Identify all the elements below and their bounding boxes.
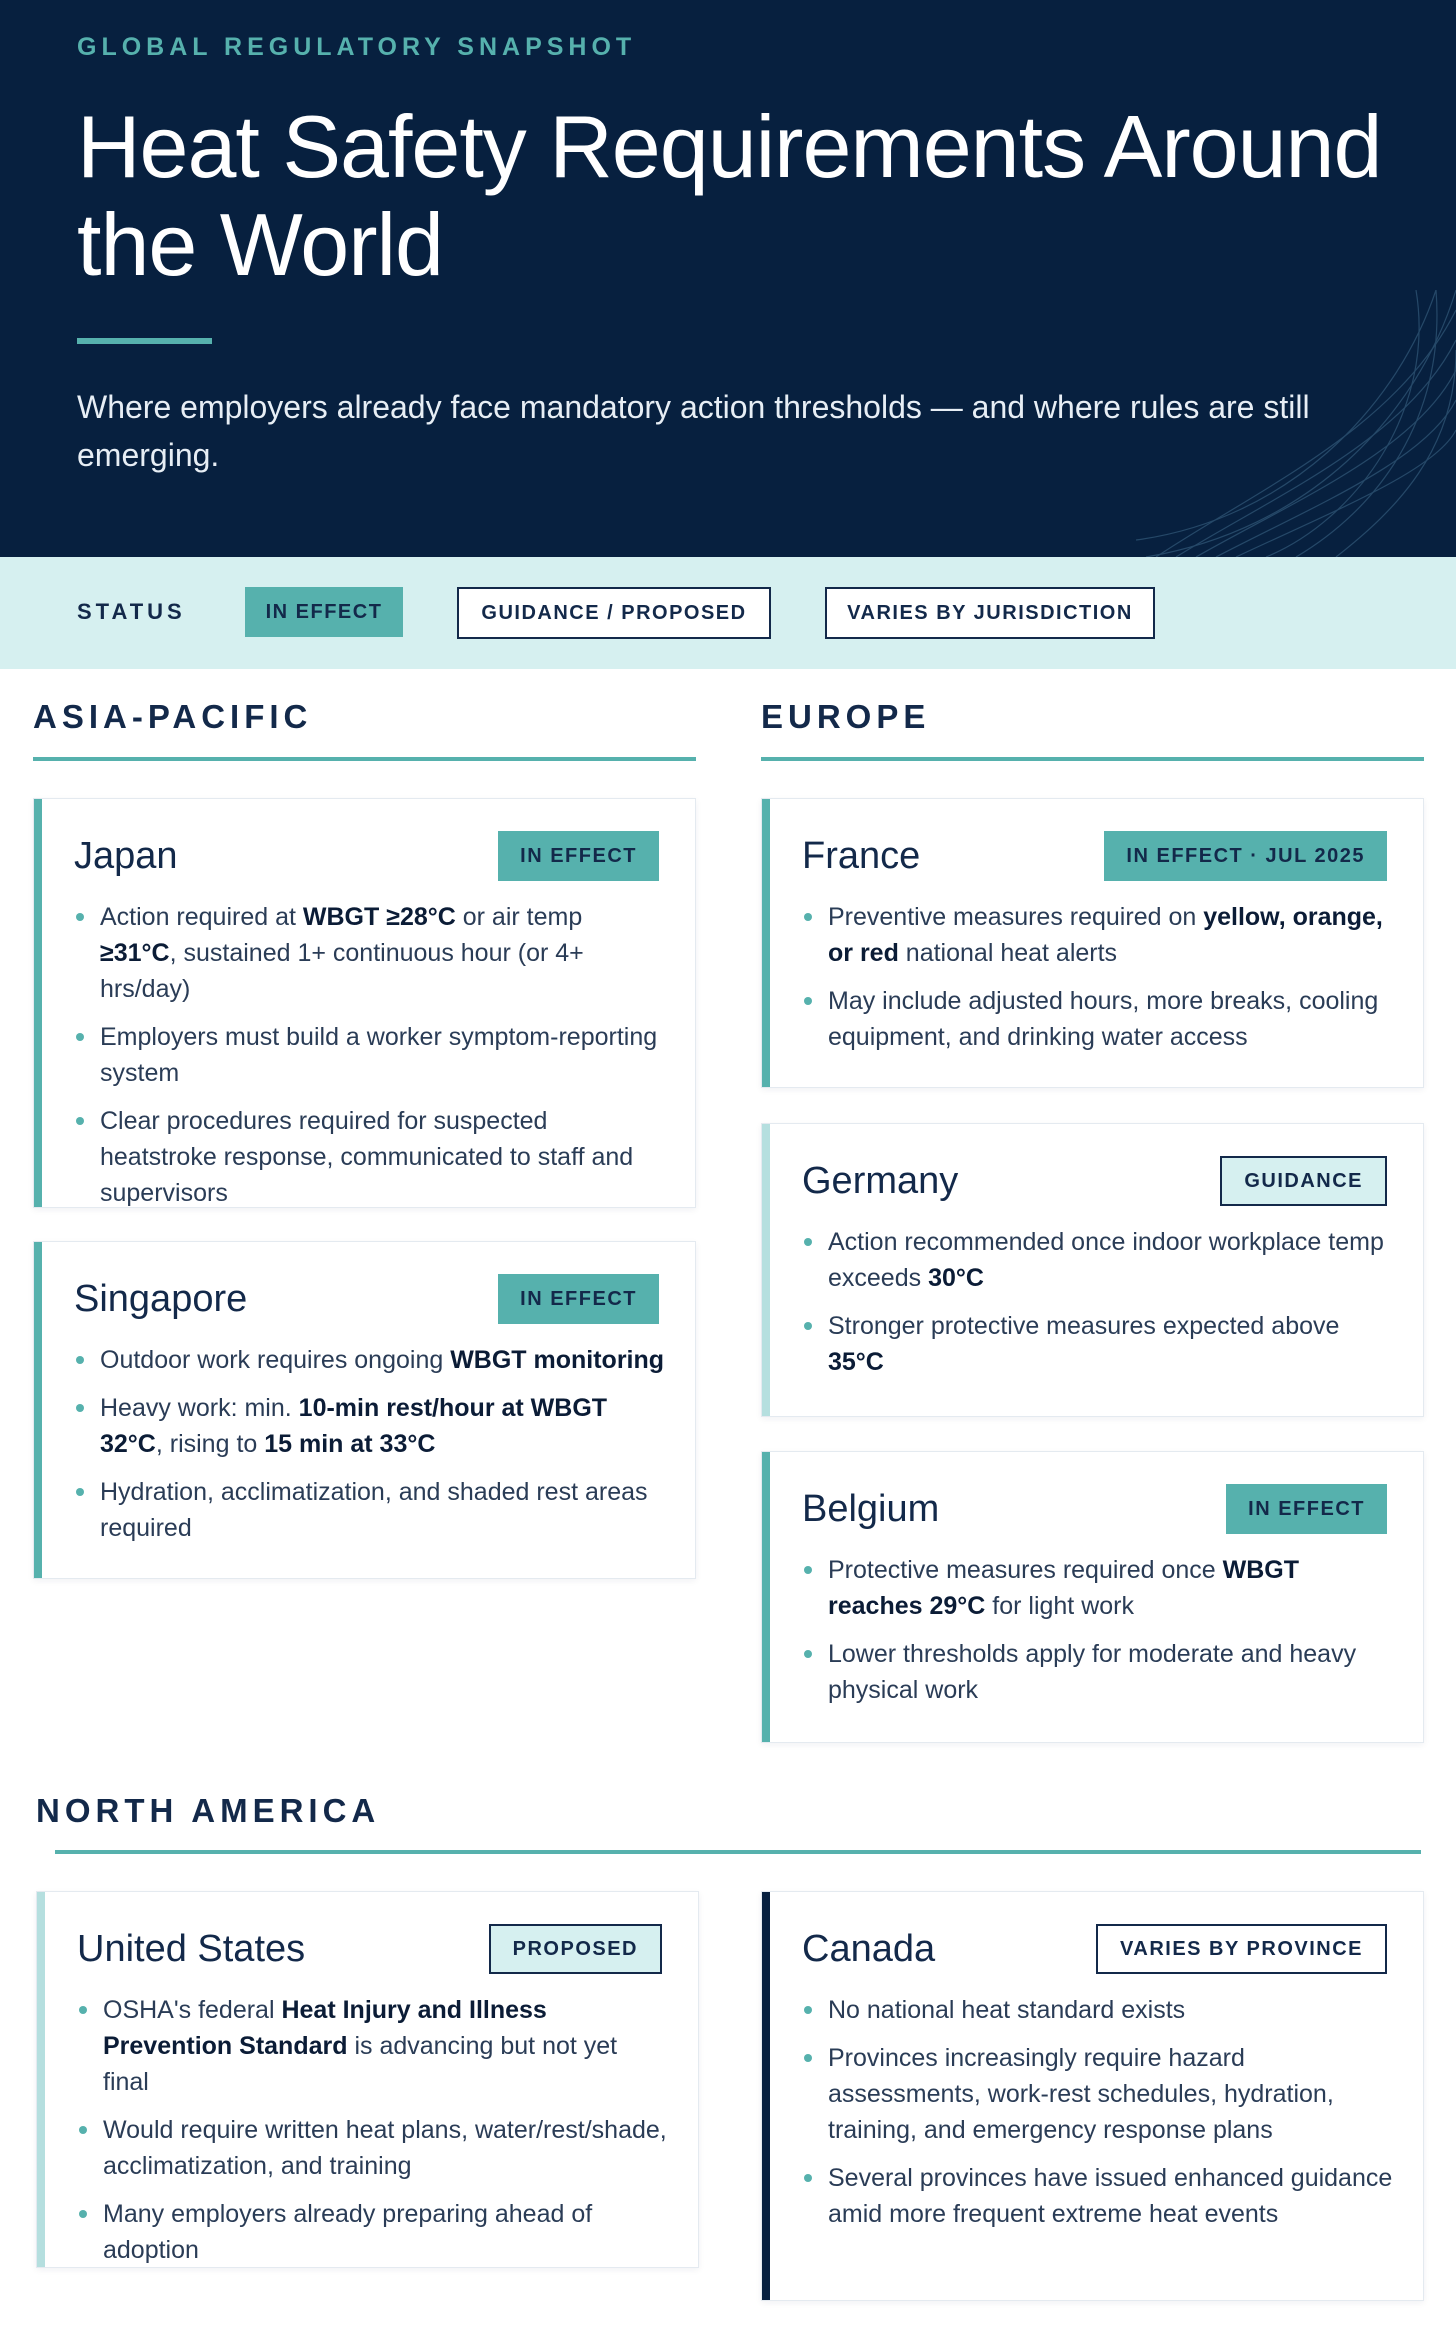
requirement-list <box>74 899 665 1223</box>
status-badge: IN EFFECT · JUL 2025 <box>1104 831 1387 881</box>
title-underline <box>77 338 212 344</box>
country-card-france <box>761 798 1424 1088</box>
country-card-canada <box>761 1891 1424 2301</box>
hero-header <box>0 0 1456 557</box>
status-accent-bar <box>34 1242 42 1578</box>
requirement-item <box>802 1308 1393 1380</box>
requirement-item <box>74 1342 665 1378</box>
requirement-emphasis: 35°C <box>828 1348 884 1376</box>
requirement-text: Employers must build a worker symptom-reporting system <box>100 1023 658 1087</box>
status-accent-bar <box>37 1892 45 2267</box>
country-name: Singapore <box>74 1278 248 1320</box>
country-name: United States <box>77 1928 306 1970</box>
requirement-list <box>802 1224 1393 1392</box>
status-accent-bar <box>762 1124 770 1416</box>
country-card-germany <box>761 1123 1424 1417</box>
requirement-text: , rising to <box>155 1430 265 1458</box>
country-card-japan <box>33 798 696 1208</box>
requirement-item <box>74 1474 665 1546</box>
requirement-text: No national heat standard exists <box>828 1996 1186 2024</box>
region-title-north-america: NORTH AMERICA <box>36 1792 381 1829</box>
requirement-text: Provinces increasingly require hazard assessments, work-rest schedules, hydration, training, and emergency response plans <box>828 2044 1334 2144</box>
requirement-text: or air temp <box>455 903 583 931</box>
requirement-text: , sustained 1+ continuous hour (or 4+ hrs/day) <box>100 939 584 1003</box>
legend-guidance-proposed: GUIDANCE / PROPOSED <box>457 587 771 639</box>
requirement-item <box>802 899 1393 971</box>
requirement-item <box>802 2040 1393 2148</box>
requirement-item <box>74 1019 665 1091</box>
legend-label: STATUS <box>77 599 186 624</box>
requirement-list <box>74 1342 665 1558</box>
page-subtitle: Where employers already face mandatory action thresholds — and where rules are still emerging. <box>77 389 1310 473</box>
country-name: Canada <box>802 1928 936 1970</box>
requirement-list <box>802 899 1393 1067</box>
requirement-item <box>77 1992 668 2100</box>
requirement-emphasis: ≥31°C <box>100 939 170 967</box>
requirement-item <box>77 2196 668 2268</box>
requirement-item <box>802 1552 1393 1624</box>
requirement-emphasis: WBGT monitoring <box>450 1346 665 1374</box>
requirement-text: Protective measures required once <box>828 1556 1223 1584</box>
status-badge: IN EFFECT <box>498 1274 659 1324</box>
status-badge: VARIES BY PROVINCE <box>1096 1924 1387 1974</box>
country-card-belgium <box>761 1451 1424 1743</box>
requirement-list <box>802 1552 1393 1720</box>
region-title-europe: EUROPE <box>761 698 931 735</box>
region-title-asia-pacific: ASIA-PACIFIC <box>33 698 313 735</box>
country-card-united-states <box>36 1891 699 2268</box>
status-legend <box>0 557 1456 669</box>
requirement-text: for light work <box>985 1592 1134 1620</box>
status-badge: IN EFFECT <box>498 831 659 881</box>
requirement-text: May include adjusted hours, more breaks, cooling equipment, and drinking water access <box>828 987 1379 1051</box>
requirement-text: Action recommended once indoor workplace temp exceeds <box>828 1228 1384 1292</box>
requirement-emphasis: WBGT ≥28°C <box>302 903 456 931</box>
country-name: France <box>802 835 921 877</box>
status-badge: GUIDANCE <box>1220 1156 1387 1206</box>
requirement-emphasis: WBGT reaches 29°C <box>828 1556 1300 1620</box>
requirement-item <box>74 1390 665 1462</box>
requirement-text: Several provinces have issued enhanced guidance amid more frequent extreme heat events <box>828 2164 1393 2228</box>
status-accent-bar <box>762 1452 770 1742</box>
requirement-text: OSHA's federal <box>103 1996 282 2024</box>
requirement-item <box>74 1103 665 1211</box>
requirement-emphasis: 15 min at 33°C <box>264 1430 436 1458</box>
country-name: Belgium <box>802 1488 940 1530</box>
requirement-text: Action required at <box>100 903 303 931</box>
country-card-singapore <box>33 1241 696 1579</box>
requirement-emphasis: Heat Injury and Illness Prevention Standard <box>103 1996 547 2060</box>
status-accent-bar <box>34 799 42 1207</box>
requirement-item <box>802 1224 1393 1296</box>
requirement-text: national heat alerts <box>898 939 1118 967</box>
status-badge: PROPOSED <box>489 1924 662 1974</box>
status-badge: IN EFFECT <box>1226 1484 1387 1534</box>
requirement-text: Heavy work: min. <box>100 1394 299 1422</box>
eyebrow-label: GLOBAL REGULATORY SNAPSHOT <box>77 33 637 61</box>
requirement-item <box>802 2160 1393 2232</box>
status-accent-bar <box>762 799 770 1087</box>
requirement-text: Lower thresholds apply for moderate and heavy physical work <box>828 1640 1357 1704</box>
requirement-item <box>802 1992 1393 2028</box>
requirement-text: is advancing but not yet final <box>103 2032 618 2096</box>
requirement-text: Preventive measures required on <box>828 903 1204 931</box>
page-title: Heat Safety Requirements Around the World <box>77 97 1382 294</box>
requirement-list <box>77 1992 668 2280</box>
country-name: Germany <box>802 1160 959 1202</box>
region-rule-north-america <box>55 1850 1421 1854</box>
requirement-list <box>802 1992 1393 2244</box>
requirement-text: Would require written heat plans, water/rest/shade, acclimatization, and training <box>103 2116 667 2180</box>
region-rule-asia-pacific <box>33 757 696 761</box>
region-rule-europe <box>761 757 1424 761</box>
requirement-text: Hydration, acclimatization, and shaded rest areas required <box>100 1478 648 1542</box>
legend-in-effect: IN EFFECT <box>245 587 403 637</box>
requirement-emphasis: 30°C <box>928 1264 984 1292</box>
requirement-text: Many employers already preparing ahead of adoption <box>103 2200 593 2264</box>
requirement-item <box>74 899 665 1007</box>
requirement-text: Outdoor work requires ongoing <box>100 1346 451 1374</box>
requirement-item <box>77 2112 668 2184</box>
status-accent-bar <box>762 1892 770 2300</box>
requirement-item <box>802 1636 1393 1708</box>
requirement-emphasis: 10-min rest/hour at WBGT 32°C <box>100 1394 608 1458</box>
legend-varies-by-jurisdiction: VARIES BY JURISDICTION <box>825 587 1155 639</box>
requirement-text: Clear procedures required for suspected heatstroke response, communicated to staff and supervisors <box>100 1107 634 1207</box>
requirement-item <box>802 983 1393 1055</box>
country-name: Japan <box>74 835 178 877</box>
requirement-emphasis: yellow, orange, or red <box>828 903 1383 967</box>
requirement-text: Stronger protective measures expected above <box>828 1312 1340 1340</box>
